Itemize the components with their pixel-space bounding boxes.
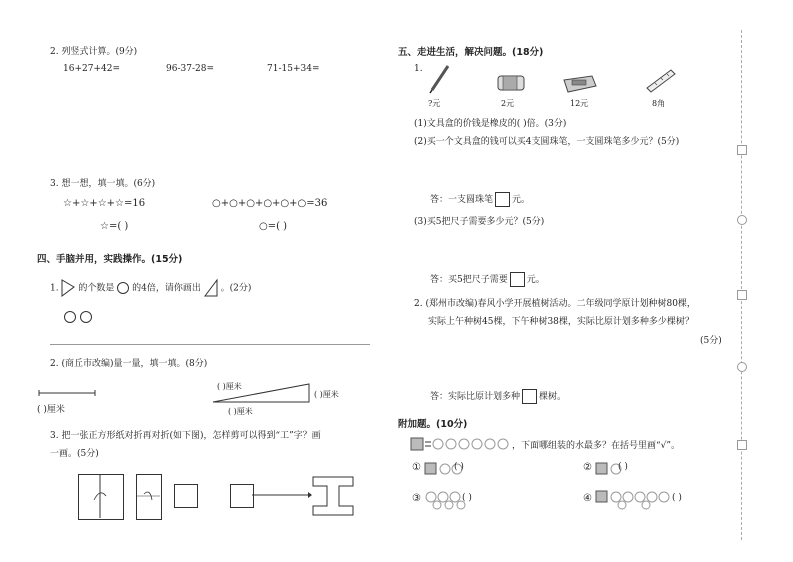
s5-ans-q2-prefix: 答：实际比原计划多种 [430, 392, 521, 402]
s4-q1-prefix: 1. [50, 283, 59, 294]
triangle-icon-2 [204, 279, 218, 297]
bonus-equation-icons [410, 436, 514, 452]
s4-q1-text-c: 。(2分) [220, 283, 252, 294]
s5-ans3-prefix: 答：买5把尺子需要 [430, 275, 508, 285]
segment-label[interactable]: ( )厘米 [37, 405, 65, 415]
s5-ans-q2 [430, 389, 566, 404]
bonus-paren-3[interactable]: ( ) [462, 493, 472, 503]
calc-item-3: 71-15+34= [267, 64, 320, 74]
s4-q3-title-2: 一画。(5分) [50, 449, 99, 459]
pen-icon [428, 64, 450, 94]
bonus-option-3: ③ [412, 493, 421, 504]
binding-mark-4 [737, 362, 747, 372]
s5-q2-line1: 2. (郑州市改编)春风小学开展植树活动。二年级同学原计划种树80棵， [414, 299, 696, 309]
bonus-paren-1[interactable]: ( ) [454, 462, 464, 472]
calc-item-2: 96-37-28= [166, 64, 214, 74]
s5-sub3: (3)买5把尺子需要多少元？(5分) [414, 217, 545, 227]
circle-sum: ○+○+○+○+○+○=36 [212, 198, 328, 209]
s5-q2-line2: 实际上午种树45棵，下午种树38棵，实际比原计划多种多少棵树？ [428, 317, 694, 327]
folded-square-small [174, 484, 198, 508]
triangle-label-top[interactable]: ( )厘米 [217, 382, 242, 391]
star-sum: ☆+☆+☆+☆=16 [63, 198, 146, 209]
star-answer[interactable]: ☆=( ) [100, 221, 129, 232]
binding-line [741, 30, 742, 540]
bonus-option-1: ① [412, 462, 421, 473]
circle-icon-b [80, 311, 92, 323]
fold-line-1 [78, 474, 122, 518]
section5-title: 五、走进生活，解决问题。(18分) [398, 47, 544, 58]
s4-q3-title: 3. 把一张正方形纸对折再对折(如下图)，怎样剪可以得到“工”字？画 [50, 431, 321, 441]
bonus-option-4: ④ [583, 493, 592, 504]
calc-item-1: 16+27+42= [63, 64, 120, 74]
s4-q1-text-b: 的4倍，请你画出 [132, 283, 201, 294]
cut-square [230, 484, 254, 508]
gong-shape [312, 476, 354, 516]
circle-icon [117, 282, 129, 294]
arrow-line [252, 491, 312, 499]
pen-price: ?元 [428, 99, 441, 108]
bonus-option-4-icons [595, 490, 675, 510]
bonus-option-2: ② [583, 462, 592, 473]
bonus-intro: ，下面哪组装的水最多？在括号里画“√”。 [512, 441, 680, 451]
s5-ans3-suffix: 元。 [526, 275, 545, 285]
s5-ans2-suffix: 元。 [512, 195, 531, 205]
s4-q1 [50, 279, 251, 297]
answer-box-3[interactable] [522, 389, 537, 404]
s5-ans2-prefix: 答：一支圆珠笔 [430, 195, 494, 205]
circle-answer[interactable]: ○=( ) [259, 221, 288, 232]
s5-ans-q2-suffix: 棵树。 [539, 392, 567, 402]
triangle-label-bottom[interactable]: ( )厘米 [228, 407, 253, 416]
ruler-price: 8角 [652, 99, 666, 108]
section4-title: 四、手脑并用，实践操作。(15分) [37, 254, 183, 265]
pencil-box-price: 12元 [570, 99, 589, 108]
measure-segment [37, 389, 97, 397]
bonus-title: 附加题。(10分) [398, 419, 468, 430]
answer-box-2[interactable] [510, 272, 525, 287]
s5-q2-score: (5分) [700, 336, 722, 346]
eraser-icon [497, 74, 525, 92]
binding-mark-1 [737, 145, 747, 155]
eraser-price: 2元 [501, 99, 515, 108]
answer-box-1[interactable] [495, 192, 510, 207]
drawing-line [50, 344, 370, 345]
q3-title: 3. 想一想，填一填。(6分) [50, 179, 156, 189]
s5-q1-label: 1. [414, 64, 423, 74]
triangle-label-right[interactable]: ( )厘米 [314, 390, 339, 399]
binding-mark-5 [737, 440, 747, 450]
s4-q1-text-a: 的个数是 [78, 283, 115, 294]
binding-mark-2 [737, 215, 747, 225]
s5-sub2: (2)买一个文具盒的钱可以买4支圆珠笔，一支圆珠笔多少元？(5分) [414, 137, 680, 147]
s5-ans2 [430, 192, 530, 207]
circle-icon-a [64, 311, 76, 323]
s4-q2-title: 2. (商丘市改编)量一量，填一填。(8分) [50, 359, 208, 369]
pencil-box-icon [562, 74, 598, 94]
q2-title: 2. 列竖式计算。(9分) [50, 47, 138, 57]
ruler-icon [645, 68, 677, 92]
bonus-paren-4[interactable]: ( ) [672, 493, 682, 503]
s5-ans3 [430, 272, 545, 287]
s5-sub1: (1)文具盒的价钱是橡皮的( )倍。(3分) [414, 119, 567, 129]
triangle-icon [61, 279, 75, 297]
bonus-paren-2[interactable]: ( ) [618, 462, 628, 472]
binding-mark-3 [737, 290, 747, 300]
fold-arrow [136, 474, 160, 518]
